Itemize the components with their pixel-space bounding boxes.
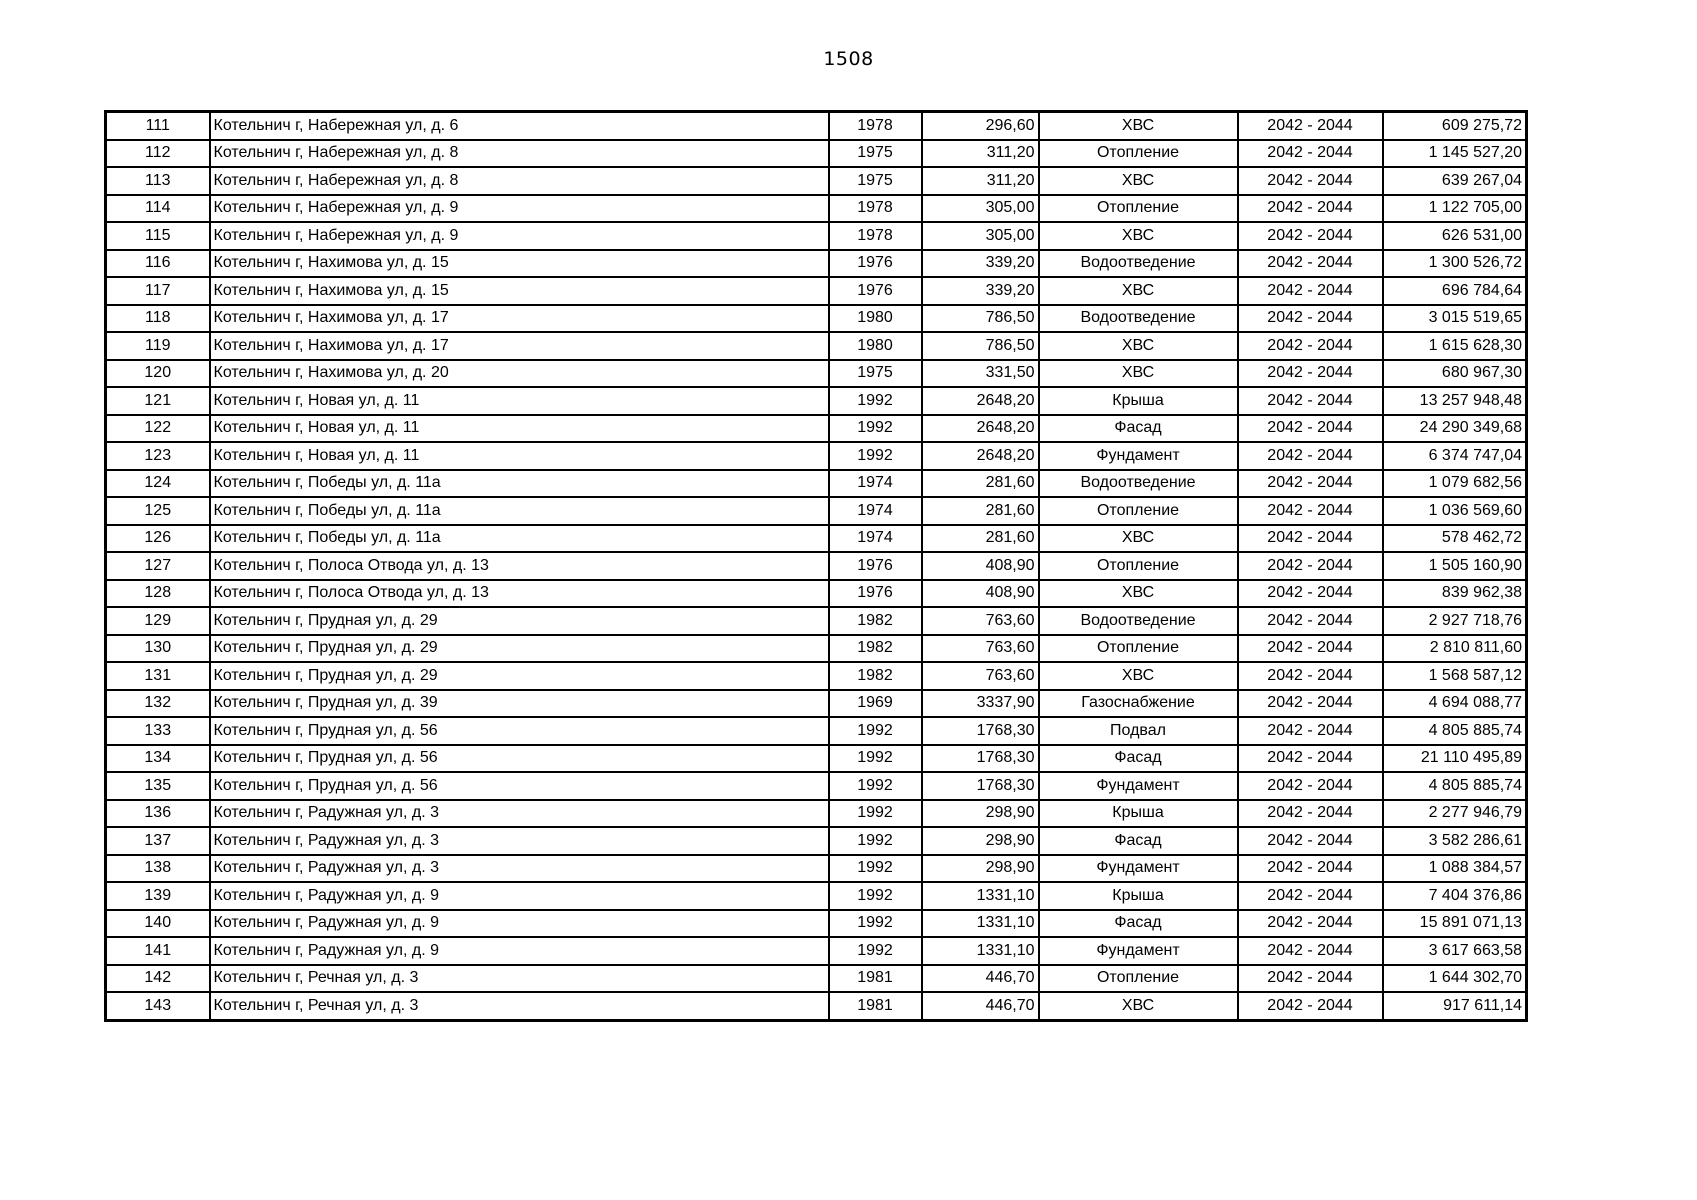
row-number-cell: 138 bbox=[106, 855, 210, 883]
table-row bbox=[106, 552, 1527, 580]
work-type-cell: ХВС bbox=[1039, 992, 1238, 1020]
row-number-cell: 141 bbox=[106, 937, 210, 965]
work-type-cell: Фасад bbox=[1039, 910, 1238, 938]
row-number-cell: 124 bbox=[106, 470, 210, 498]
period-cell: 2042 - 2044 bbox=[1238, 772, 1383, 800]
area-cell: 446,70 bbox=[922, 992, 1039, 1020]
table-row bbox=[106, 167, 1527, 195]
row-number-cell: 130 bbox=[106, 635, 210, 663]
table-row bbox=[106, 690, 1527, 718]
address-cell: Котельнич г, Радужная ул, д. 9 bbox=[210, 937, 829, 965]
area-cell: 331,50 bbox=[922, 360, 1039, 388]
area-cell: 2648,20 bbox=[922, 415, 1039, 443]
table-row bbox=[106, 745, 1527, 773]
address-cell: Котельнич г, Новая ул, д. 11 bbox=[210, 442, 829, 470]
cost-cell: 609 275,72 bbox=[1383, 112, 1527, 140]
period-cell: 2042 - 2044 bbox=[1238, 140, 1383, 168]
area-cell: 311,20 bbox=[922, 167, 1039, 195]
period-cell: 2042 - 2044 bbox=[1238, 250, 1383, 278]
period-cell: 2042 - 2044 bbox=[1238, 745, 1383, 773]
cost-cell: 578 462,72 bbox=[1383, 525, 1527, 553]
row-number-cell: 120 bbox=[106, 360, 210, 388]
cost-cell: 15 891 071,13 bbox=[1383, 910, 1527, 938]
period-cell: 2042 - 2044 bbox=[1238, 442, 1383, 470]
row-number-cell: 135 bbox=[106, 772, 210, 800]
address-cell: Котельнич г, Нахимова ул, д. 15 bbox=[210, 250, 829, 278]
period-cell: 2042 - 2044 bbox=[1238, 332, 1383, 360]
period-cell: 2042 - 2044 bbox=[1238, 525, 1383, 553]
work-type-cell: Фасад bbox=[1039, 827, 1238, 855]
work-type-cell: Фундамент bbox=[1039, 855, 1238, 883]
cost-cell: 839 962,38 bbox=[1383, 580, 1527, 608]
address-cell: Котельнич г, Полоса Отвода ул, д. 13 bbox=[210, 552, 829, 580]
work-type-cell: ХВС bbox=[1039, 222, 1238, 250]
table-row bbox=[106, 195, 1527, 223]
area-cell: 305,00 bbox=[922, 195, 1039, 223]
year-cell: 1976 bbox=[829, 250, 922, 278]
table-row bbox=[106, 415, 1527, 443]
year-cell: 1978 bbox=[829, 195, 922, 223]
cost-cell: 13 257 948,48 bbox=[1383, 387, 1527, 415]
period-cell: 2042 - 2044 bbox=[1238, 910, 1383, 938]
table-row bbox=[106, 635, 1527, 663]
table-row bbox=[106, 580, 1527, 608]
row-number-cell: 122 bbox=[106, 415, 210, 443]
table-row bbox=[106, 772, 1527, 800]
row-number-cell: 132 bbox=[106, 690, 210, 718]
work-type-cell: ХВС bbox=[1039, 167, 1238, 195]
work-type-cell: ХВС bbox=[1039, 360, 1238, 388]
table-row bbox=[106, 855, 1527, 883]
cost-cell: 917 611,14 bbox=[1383, 992, 1527, 1020]
period-cell: 2042 - 2044 bbox=[1238, 607, 1383, 635]
cost-cell: 639 267,04 bbox=[1383, 167, 1527, 195]
table-row bbox=[106, 662, 1527, 690]
cost-cell: 3 617 663,58 bbox=[1383, 937, 1527, 965]
area-cell: 281,60 bbox=[922, 470, 1039, 498]
cost-cell: 1 145 527,20 bbox=[1383, 140, 1527, 168]
year-cell: 1976 bbox=[829, 580, 922, 608]
row-number-cell: 118 bbox=[106, 305, 210, 333]
year-cell: 1978 bbox=[829, 222, 922, 250]
year-cell: 1992 bbox=[829, 745, 922, 773]
row-number-cell: 143 bbox=[106, 992, 210, 1020]
year-cell: 1992 bbox=[829, 882, 922, 910]
address-cell: Котельнич г, Радужная ул, д. 3 bbox=[210, 800, 829, 828]
cost-cell: 3 015 519,65 bbox=[1383, 305, 1527, 333]
year-cell: 1982 bbox=[829, 635, 922, 663]
table-row bbox=[106, 332, 1527, 360]
area-cell: 786,50 bbox=[922, 305, 1039, 333]
row-number-cell: 126 bbox=[106, 525, 210, 553]
work-type-cell: ХВС bbox=[1039, 662, 1238, 690]
table-row bbox=[106, 442, 1527, 470]
table-row bbox=[106, 222, 1527, 250]
address-cell: Котельнич г, Прудная ул, д. 39 bbox=[210, 690, 829, 718]
work-type-cell: ХВС bbox=[1039, 580, 1238, 608]
period-cell: 2042 - 2044 bbox=[1238, 580, 1383, 608]
cost-cell: 21 110 495,89 bbox=[1383, 745, 1527, 773]
row-number-cell: 136 bbox=[106, 800, 210, 828]
year-cell: 1992 bbox=[829, 800, 922, 828]
table-row bbox=[106, 470, 1527, 498]
address-cell: Котельнич г, Радужная ул, д. 3 bbox=[210, 827, 829, 855]
year-cell: 1975 bbox=[829, 167, 922, 195]
row-number-cell: 123 bbox=[106, 442, 210, 470]
address-cell: Котельнич г, Прудная ул, д. 56 bbox=[210, 745, 829, 773]
table-row bbox=[106, 497, 1527, 525]
cost-cell: 1 036 569,60 bbox=[1383, 497, 1527, 525]
row-number-cell: 140 bbox=[106, 910, 210, 938]
period-cell: 2042 - 2044 bbox=[1238, 855, 1383, 883]
area-cell: 2648,20 bbox=[922, 442, 1039, 470]
period-cell: 2042 - 2044 bbox=[1238, 635, 1383, 663]
repair-schedule-table bbox=[104, 110, 1528, 1022]
period-cell: 2042 - 2044 bbox=[1238, 552, 1383, 580]
work-type-cell: Водоотведение bbox=[1039, 607, 1238, 635]
work-type-cell: Фундамент bbox=[1039, 442, 1238, 470]
area-cell: 296,60 bbox=[922, 112, 1039, 140]
table-row bbox=[106, 910, 1527, 938]
work-type-cell: Фасад bbox=[1039, 415, 1238, 443]
address-cell: Котельнич г, Полоса Отвода ул, д. 13 bbox=[210, 580, 829, 608]
area-cell: 763,60 bbox=[922, 607, 1039, 635]
address-cell: Котельнич г, Набережная ул, д. 8 bbox=[210, 140, 829, 168]
cost-cell: 4 694 088,77 bbox=[1383, 690, 1527, 718]
cost-cell: 7 404 376,86 bbox=[1383, 882, 1527, 910]
work-type-cell: Водоотведение bbox=[1039, 305, 1238, 333]
work-type-cell: Отопление bbox=[1039, 635, 1238, 663]
row-number-cell: 125 bbox=[106, 497, 210, 525]
period-cell: 2042 - 2044 bbox=[1238, 360, 1383, 388]
period-cell: 2042 - 2044 bbox=[1238, 167, 1383, 195]
year-cell: 1992 bbox=[829, 415, 922, 443]
year-cell: 1975 bbox=[829, 360, 922, 388]
table-row bbox=[106, 827, 1527, 855]
period-cell: 2042 - 2044 bbox=[1238, 992, 1383, 1020]
period-cell: 2042 - 2044 bbox=[1238, 937, 1383, 965]
year-cell: 1992 bbox=[829, 772, 922, 800]
address-cell: Котельнич г, Новая ул, д. 11 bbox=[210, 387, 829, 415]
row-number-cell: 112 bbox=[106, 140, 210, 168]
address-cell: Котельнич г, Победы ул, д. 11а bbox=[210, 525, 829, 553]
row-number-cell: 134 bbox=[106, 745, 210, 773]
area-cell: 1768,30 bbox=[922, 745, 1039, 773]
work-type-cell: ХВС bbox=[1039, 332, 1238, 360]
address-cell: Котельнич г, Радужная ул, д. 9 bbox=[210, 910, 829, 938]
address-cell: Котельнич г, Нахимова ул, д. 15 bbox=[210, 277, 829, 305]
period-cell: 2042 - 2044 bbox=[1238, 222, 1383, 250]
address-cell: Котельнич г, Речная ул, д. 3 bbox=[210, 992, 829, 1020]
year-cell: 1992 bbox=[829, 717, 922, 745]
area-cell: 305,00 bbox=[922, 222, 1039, 250]
page-number: 1508 bbox=[823, 48, 874, 70]
year-cell: 1981 bbox=[829, 965, 922, 993]
year-cell: 1974 bbox=[829, 525, 922, 553]
area-cell: 1331,10 bbox=[922, 910, 1039, 938]
cost-cell: 1 300 526,72 bbox=[1383, 250, 1527, 278]
area-cell: 786,50 bbox=[922, 332, 1039, 360]
table-row bbox=[106, 717, 1527, 745]
table-row bbox=[106, 387, 1527, 415]
table-row bbox=[106, 800, 1527, 828]
work-type-cell: Отопление bbox=[1039, 497, 1238, 525]
row-number-cell: 127 bbox=[106, 552, 210, 580]
period-cell: 2042 - 2044 bbox=[1238, 415, 1383, 443]
work-type-cell: Фасад bbox=[1039, 745, 1238, 773]
work-type-cell: Газоснабжение bbox=[1039, 690, 1238, 718]
cost-cell: 1 568 587,12 bbox=[1383, 662, 1527, 690]
work-type-cell: Отопление bbox=[1039, 140, 1238, 168]
row-number-cell: 142 bbox=[106, 965, 210, 993]
address-cell: Котельнич г, Набережная ул, д. 6 bbox=[210, 112, 829, 140]
work-type-cell: Подвал bbox=[1039, 717, 1238, 745]
table-row bbox=[106, 882, 1527, 910]
work-type-cell: Фундамент bbox=[1039, 772, 1238, 800]
period-cell: 2042 - 2044 bbox=[1238, 195, 1383, 223]
area-cell: 298,90 bbox=[922, 800, 1039, 828]
address-cell: Котельнич г, Победы ул, д. 11а bbox=[210, 497, 829, 525]
work-type-cell: ХВС bbox=[1039, 112, 1238, 140]
address-cell: Котельнич г, Новая ул, д. 11 bbox=[210, 415, 829, 443]
row-number-cell: 114 bbox=[106, 195, 210, 223]
cost-cell: 2 927 718,76 bbox=[1383, 607, 1527, 635]
row-number-cell: 121 bbox=[106, 387, 210, 415]
period-cell: 2042 - 2044 bbox=[1238, 800, 1383, 828]
cost-cell: 3 582 286,61 bbox=[1383, 827, 1527, 855]
area-cell: 1331,10 bbox=[922, 882, 1039, 910]
table-row bbox=[106, 965, 1527, 993]
area-cell: 281,60 bbox=[922, 525, 1039, 553]
work-type-cell: Водоотведение bbox=[1039, 250, 1238, 278]
area-cell: 2648,20 bbox=[922, 387, 1039, 415]
year-cell: 1969 bbox=[829, 690, 922, 718]
cost-cell: 680 967,30 bbox=[1383, 360, 1527, 388]
area-cell: 311,20 bbox=[922, 140, 1039, 168]
row-number-cell: 119 bbox=[106, 332, 210, 360]
year-cell: 1992 bbox=[829, 937, 922, 965]
cost-cell: 626 531,00 bbox=[1383, 222, 1527, 250]
period-cell: 2042 - 2044 bbox=[1238, 277, 1383, 305]
cost-cell: 4 805 885,74 bbox=[1383, 772, 1527, 800]
area-cell: 1331,10 bbox=[922, 937, 1039, 965]
year-cell: 1980 bbox=[829, 332, 922, 360]
work-type-cell: Фундамент bbox=[1039, 937, 1238, 965]
cost-cell: 2 810 811,60 bbox=[1383, 635, 1527, 663]
cost-cell: 1 079 682,56 bbox=[1383, 470, 1527, 498]
table-body bbox=[106, 112, 1527, 1021]
cost-cell: 1 122 705,00 bbox=[1383, 195, 1527, 223]
period-cell: 2042 - 2044 bbox=[1238, 717, 1383, 745]
table-row bbox=[106, 525, 1527, 553]
address-cell: Котельнич г, Радужная ул, д. 9 bbox=[210, 882, 829, 910]
period-cell: 2042 - 2044 bbox=[1238, 497, 1383, 525]
cost-cell: 24 290 349,68 bbox=[1383, 415, 1527, 443]
work-type-cell: Крыша bbox=[1039, 882, 1238, 910]
work-type-cell: Водоотведение bbox=[1039, 470, 1238, 498]
area-cell: 281,60 bbox=[922, 497, 1039, 525]
row-number-cell: 139 bbox=[106, 882, 210, 910]
period-cell: 2042 - 2044 bbox=[1238, 690, 1383, 718]
work-type-cell: Отопление bbox=[1039, 195, 1238, 223]
period-cell: 2042 - 2044 bbox=[1238, 882, 1383, 910]
address-cell: Котельнич г, Нахимова ул, д. 20 bbox=[210, 360, 829, 388]
work-type-cell: ХВС bbox=[1039, 525, 1238, 553]
year-cell: 1981 bbox=[829, 992, 922, 1020]
address-cell: Котельнич г, Прудная ул, д. 29 bbox=[210, 662, 829, 690]
table-row bbox=[106, 305, 1527, 333]
address-cell: Котельнич г, Радужная ул, д. 3 bbox=[210, 855, 829, 883]
work-type-cell: Отопление bbox=[1039, 552, 1238, 580]
area-cell: 763,60 bbox=[922, 662, 1039, 690]
table-row bbox=[106, 250, 1527, 278]
area-cell: 408,90 bbox=[922, 552, 1039, 580]
address-cell: Котельнич г, Нахимова ул, д. 17 bbox=[210, 332, 829, 360]
area-cell: 298,90 bbox=[922, 855, 1039, 883]
year-cell: 1992 bbox=[829, 910, 922, 938]
cost-cell: 1 615 628,30 bbox=[1383, 332, 1527, 360]
year-cell: 1982 bbox=[829, 607, 922, 635]
cost-cell: 1 505 160,90 bbox=[1383, 552, 1527, 580]
period-cell: 2042 - 2044 bbox=[1238, 470, 1383, 498]
address-cell: Котельнич г, Набережная ул, д. 9 bbox=[210, 222, 829, 250]
period-cell: 2042 - 2044 bbox=[1238, 387, 1383, 415]
year-cell: 1992 bbox=[829, 387, 922, 415]
row-number-cell: 115 bbox=[106, 222, 210, 250]
year-cell: 1980 bbox=[829, 305, 922, 333]
area-cell: 339,20 bbox=[922, 250, 1039, 278]
year-cell: 1974 bbox=[829, 497, 922, 525]
period-cell: 2042 - 2044 bbox=[1238, 662, 1383, 690]
table-row bbox=[106, 607, 1527, 635]
area-cell: 1768,30 bbox=[922, 717, 1039, 745]
address-cell: Котельнич г, Победы ул, д. 11а bbox=[210, 470, 829, 498]
cost-cell: 2 277 946,79 bbox=[1383, 800, 1527, 828]
work-type-cell: Крыша bbox=[1039, 387, 1238, 415]
address-cell: Котельнич г, Прудная ул, д. 56 bbox=[210, 772, 829, 800]
cost-cell: 1 088 384,57 bbox=[1383, 855, 1527, 883]
row-number-cell: 131 bbox=[106, 662, 210, 690]
address-cell: Котельнич г, Прудная ул, д. 56 bbox=[210, 717, 829, 745]
row-number-cell: 113 bbox=[106, 167, 210, 195]
period-cell: 2042 - 2044 bbox=[1238, 965, 1383, 993]
work-type-cell: ХВС bbox=[1039, 277, 1238, 305]
table-row bbox=[106, 140, 1527, 168]
address-cell: Котельнич г, Прудная ул, д. 29 bbox=[210, 635, 829, 663]
year-cell: 1974 bbox=[829, 470, 922, 498]
address-cell: Котельнич г, Набережная ул, д. 9 bbox=[210, 195, 829, 223]
address-cell: Котельнич г, Речная ул, д. 3 bbox=[210, 965, 829, 993]
cost-cell: 1 644 302,70 bbox=[1383, 965, 1527, 993]
row-number-cell: 128 bbox=[106, 580, 210, 608]
table-row bbox=[106, 112, 1527, 140]
area-cell: 408,90 bbox=[922, 580, 1039, 608]
work-type-cell: Отопление bbox=[1039, 965, 1238, 993]
table-row bbox=[106, 360, 1527, 388]
area-cell: 446,70 bbox=[922, 965, 1039, 993]
table-row bbox=[106, 277, 1527, 305]
cost-cell: 4 805 885,74 bbox=[1383, 717, 1527, 745]
area-cell: 1768,30 bbox=[922, 772, 1039, 800]
table-row bbox=[106, 937, 1527, 965]
area-cell: 298,90 bbox=[922, 827, 1039, 855]
work-type-cell: Крыша bbox=[1039, 800, 1238, 828]
period-cell: 2042 - 2044 bbox=[1238, 305, 1383, 333]
area-cell: 339,20 bbox=[922, 277, 1039, 305]
address-cell: Котельнич г, Прудная ул, д. 29 bbox=[210, 607, 829, 635]
cost-cell: 696 784,64 bbox=[1383, 277, 1527, 305]
address-cell: Котельнич г, Набережная ул, д. 8 bbox=[210, 167, 829, 195]
year-cell: 1976 bbox=[829, 277, 922, 305]
area-cell: 3337,90 bbox=[922, 690, 1039, 718]
area-cell: 763,60 bbox=[922, 635, 1039, 663]
table-row bbox=[106, 992, 1527, 1020]
year-cell: 1992 bbox=[829, 442, 922, 470]
year-cell: 1992 bbox=[829, 855, 922, 883]
year-cell: 1978 bbox=[829, 112, 922, 140]
year-cell: 1992 bbox=[829, 827, 922, 855]
year-cell: 1982 bbox=[829, 662, 922, 690]
address-cell: Котельнич г, Нахимова ул, д. 17 bbox=[210, 305, 829, 333]
row-number-cell: 117 bbox=[106, 277, 210, 305]
row-number-cell: 137 bbox=[106, 827, 210, 855]
period-cell: 2042 - 2044 bbox=[1238, 112, 1383, 140]
year-cell: 1975 bbox=[829, 140, 922, 168]
year-cell: 1976 bbox=[829, 552, 922, 580]
row-number-cell: 133 bbox=[106, 717, 210, 745]
cost-cell: 6 374 747,04 bbox=[1383, 442, 1527, 470]
period-cell: 2042 - 2044 bbox=[1238, 827, 1383, 855]
row-number-cell: 111 bbox=[106, 112, 210, 140]
row-number-cell: 116 bbox=[106, 250, 210, 278]
row-number-cell: 129 bbox=[106, 607, 210, 635]
